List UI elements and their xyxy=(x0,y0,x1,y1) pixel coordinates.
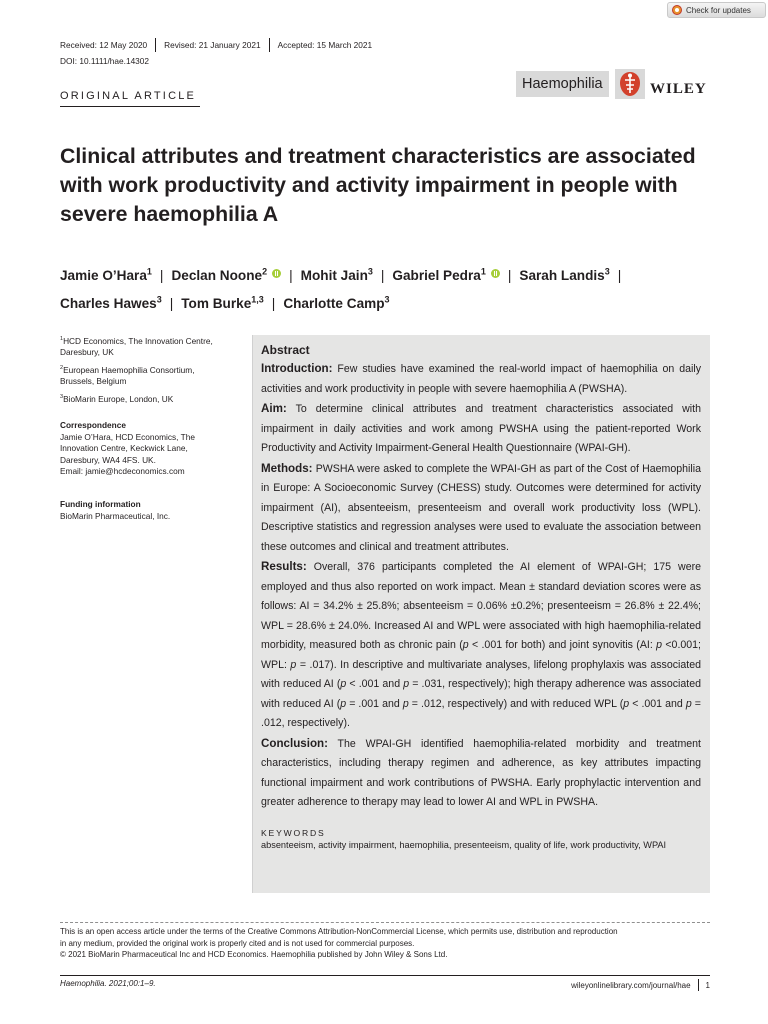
author-list: Jamie O’Hara$^1$ | Declan Noone$^2$ | Mohit Jain$^3$ | Gabriel Pedra$^1$ | Sarah Landis$^3$ | Charles Hawes$^3$ | Tom Burke$^{1,3}$ | Charlotte Camp$^3$ xyxy=(60,266,622,312)
abstract-conclusion: Conclusion: The WPAI-GH identified haemophilia-related morbidity and treatment characteristics, including therapy regimen and adherence, as key attributes impacting functional impairment and work contributions of PWSHA. Early prophylactic intervention and greater adherence to therapy may lead to lower AI and WPL in PWSHA. xyxy=(261,736,701,808)
funding-heading: Funding information xyxy=(60,499,141,509)
author[interactable]: Charles Hawes$^3$ xyxy=(60,294,162,312)
abstract-heading: Abstract xyxy=(261,343,310,357)
author[interactable]: Sarah Landis$^3$ xyxy=(519,266,610,283)
correspondence xyxy=(60,420,240,478)
license-notice xyxy=(60,926,710,961)
affiliation: $^3$BioMarin Europe, London, UK xyxy=(60,393,174,404)
license-divider xyxy=(60,922,710,923)
license-line[interactable]: This is an open access article under the terms of the Creative Commons Attribution-NonCommercial License, which permits use, distribution and reproduction xyxy=(60,927,618,936)
abstract-aim: Aim: To determine clinical attributes and treatment characteristics associated with impairment in daily activities and work among PWSHA using the patient-reported Work Productivity and Activity Impairment-General Health Questionnaire (WPAI-GH). xyxy=(261,402,701,454)
author[interactable]: Declan Noone$^2$ xyxy=(171,266,268,283)
correspondence-heading: Correspondence xyxy=(60,420,126,430)
column-divider xyxy=(252,335,253,893)
abstract-results: Results: Overall, 376 participants completed the AI element of WPAI-GH; 175 were employed and thus also reported on work impact. Mean ± standard deviation scores were as follows: AI = 34.2% ± 25.8%; absenteeism = 0.06% ±0.2%; presenteeism = 26.8% ± 22.4%; WPL = 28.6% ± 24.0%. Increased AI and WPL were associated with high haemophilia-related morbidity, measured both as chronic pain (p < .001 for both) and joint synovitis (AI: p <0.001; WPL: p = .017). In descriptive and multivariate analyses, lifelong prophylaxis was associated with reduced AI (p < .001 and p = .031, respectively); high therapy adherence was associated with reduced AI (p = .001 and p = .012, respectively) and with reduced WPL (p < .001 and p = .012, respectively). xyxy=(261,560,702,729)
abstract-methods: Methods: PWSHA were asked to complete the WPAI-GH as part of the Cost of Haemophilia in Europe: A Socioeconomic Survey (CHESS) study. Outcomes were determined for activity impairment (AI), absenteeism, presenteeism and overall work productivity loss (WPL). Descriptive statistics and regression analyses were used to evaluate the association between these outcomes and clinical and treatment attributes. xyxy=(261,461,701,553)
abstract-box xyxy=(252,335,710,893)
funding-information xyxy=(60,499,240,522)
author[interactable]: Jamie O’Hara$^1$ xyxy=(60,266,152,283)
affiliation: $^2$European Haemophilia Consortium, Brussels, Belgium xyxy=(60,364,195,387)
publisher-logo: WILEY xyxy=(650,81,707,97)
journal-citation: Haemophilia. 2021;00:1–9. xyxy=(60,979,156,988)
journal-logo xyxy=(516,71,609,97)
date-divider xyxy=(269,38,270,52)
date-divider xyxy=(155,38,156,52)
author[interactable]: Charlotte Camp$^3$ xyxy=(283,294,390,312)
accepted-date: Accepted: 15 March 2021 xyxy=(277,40,373,50)
journal-url[interactable]: wileyonlinelibrary.com/journal/hae xyxy=(571,980,691,990)
author[interactable]: Mohit Jain$^3$ xyxy=(300,266,373,283)
revised-date: Revised: 21 January 2021 xyxy=(164,40,261,50)
orcid-icon[interactable] xyxy=(272,269,281,278)
article-type-rule xyxy=(60,106,200,107)
author[interactable]: Tom Burke$^{1,3}$ xyxy=(181,294,264,312)
orcid-icon[interactable] xyxy=(491,269,500,278)
author[interactable]: Gabriel Pedra$^1$ xyxy=(392,266,486,283)
article-type: ORIGINAL ARTICLE xyxy=(60,90,197,102)
correspondence-line: Innovation Centre, Keckwick Lane, xyxy=(60,443,188,453)
journal-name: Haemophilia xyxy=(522,76,603,92)
copyright-line: © 2021 BioMarin Pharmaceutical Inc and HCD Economics. Haemophilia published by John Wiley & Sons Ltd. xyxy=(60,950,448,960)
article-dates xyxy=(60,38,372,52)
funding-text: BioMarin Pharmaceutical, Inc. xyxy=(60,510,171,521)
keywords-heading: KEYWORDS xyxy=(261,827,326,838)
footer-rule xyxy=(60,975,710,976)
keywords: absenteeism, activity impairment, haemophilia, presenteeism, quality of life, work productivity, WPAI xyxy=(261,839,667,850)
received-date: Received: 12 May 2020 xyxy=(60,40,148,50)
doi[interactable]: DOI: 10.1111/hae.14302 xyxy=(60,56,150,66)
correspondence-email[interactable]: Email: jamie@hcdeconomics.com xyxy=(60,466,185,476)
check-for-updates-label: Check for updates xyxy=(686,5,751,15)
article-title: Clinical attributes and treatment characteristics are associated with work productivity and activity impairment in people with severe haemophilia A xyxy=(60,144,696,226)
crossmark-icon xyxy=(672,5,682,15)
correspondence-line: Jamie O’Hara, HCD Economics, The xyxy=(60,431,195,442)
footer-right xyxy=(571,979,710,991)
affiliation: $^1$HCD Economics, The Innovation Centre, Daresbury, UK xyxy=(60,335,213,358)
abstract-introduction: Introduction: Few studies have examined the real-world impact of haemophilia on daily activities and work productivity in people with severe haemophilia A (PWSHA). xyxy=(261,362,701,395)
haemophilia-logo-icon xyxy=(615,69,645,99)
license-line: in any medium, provided the original work is properly cited and is not used for commercial purposes. xyxy=(60,938,415,948)
footer-divider xyxy=(698,979,699,991)
page-number: 1 xyxy=(705,980,710,990)
check-for-updates-button[interactable] xyxy=(667,2,766,18)
correspondence-line: Daresbury, WA4 4FS. UK. xyxy=(60,454,156,465)
